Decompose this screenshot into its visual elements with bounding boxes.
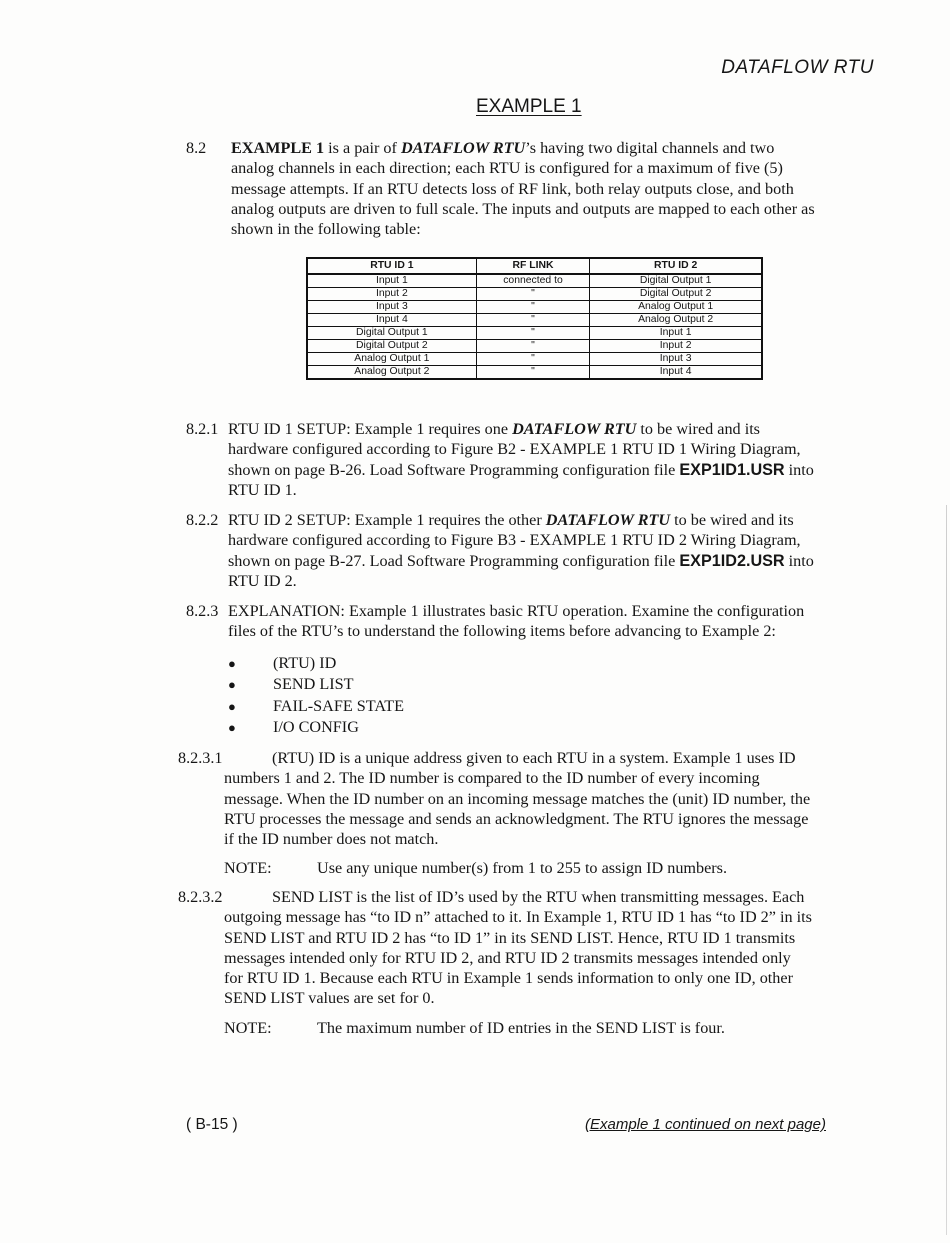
example-title: EXAMPLE 1 — [476, 96, 582, 117]
continued-note: (Example 1 continued on next page) — [585, 1116, 826, 1133]
bullet-dot-icon: ● — [228, 656, 236, 671]
table-cell: Input 2 — [307, 288, 476, 301]
note-text-2: The maximum number of ID entries in the SEND LIST is four. — [317, 1019, 725, 1037]
s82-lead: EXAMPLE 1 — [231, 139, 325, 157]
table-cell: Analog Output 1 — [307, 353, 476, 366]
s821-l1-a: RTU ID 1 SETUP: Example 1 requires one — [228, 420, 513, 438]
note-text-1: Use any unique number(s) from 1 to 255 to assign ID numbers. — [317, 859, 728, 877]
col-header-rf-link: RF LINK — [476, 258, 590, 274]
s82-line1 — [231, 138, 881, 158]
table-cell: " — [476, 340, 590, 353]
scan-edge-line — [946, 505, 947, 1235]
s822-line1 — [228, 510, 878, 530]
running-header: DATAFLOW RTU — [721, 57, 874, 78]
s8232-line2: outgoing message has “to ID n” attached to it. In Example 1, RTU ID 1 has “to ID 2” in its — [224, 908, 812, 927]
page-number: ( B-15 ) — [186, 1116, 238, 1133]
table-cell: Input 1 — [307, 274, 476, 288]
table-cell: " — [476, 353, 590, 366]
bullet-text: (RTU) ID — [273, 654, 337, 672]
table-cell: Digital Output 1 — [590, 274, 762, 288]
s822-l1-b: to be wired and its — [670, 511, 794, 529]
s821-line1 — [228, 419, 878, 439]
note-label-1: NOTE: — [224, 859, 272, 877]
table-cell: Digital Output 1 — [307, 327, 476, 340]
table-cell: " — [476, 327, 590, 340]
s8232-line5: for RTU ID 1. Because each RTU in Example 1 sends information to only one ID, other — [224, 969, 793, 988]
section-number-8-2-1: 8.2.1 — [186, 420, 219, 438]
s821-product: DATAFLOW RTU — [512, 420, 637, 438]
table-row — [307, 327, 762, 340]
s8232-line1: SEND LIST is the list of ID’s used by the RTU when transmitting messages. Each — [272, 888, 805, 906]
s822-config-file: EXP1ID2.USR — [679, 551, 785, 570]
s822-l3-b: into — [784, 551, 814, 570]
section-number-8-2-3-2: 8.2.3.2 — [178, 888, 223, 906]
col-header-rtu-id-2: RTU ID 2 — [590, 258, 762, 274]
s823-line1: EXPLANATION: Example 1 illustrates basic RTU operation. Examine the configuration — [228, 602, 805, 620]
bullet-text: FAIL-SAFE STATE — [273, 696, 405, 715]
s822-line4: RTU ID 2. — [228, 571, 297, 590]
section-number-8-2-3: 8.2.3 — [186, 602, 219, 620]
table-cell: " — [476, 288, 590, 301]
table-row — [307, 274, 762, 288]
section-number-8-2: 8.2 — [186, 139, 207, 157]
section-8-2-3-2-text — [224, 887, 884, 1009]
table-cell: Input 1 — [590, 327, 762, 340]
section-8-2-3-text — [228, 601, 878, 642]
s82-product: DATAFLOW RTU — [400, 139, 526, 157]
s821-line3 — [228, 460, 878, 480]
s8231-line5: if the ID number does not match. — [224, 830, 439, 849]
table-row — [307, 366, 762, 380]
table-cell: Digital Output 2 — [590, 288, 762, 301]
s821-line4: RTU ID 1. — [228, 480, 297, 499]
s8232-line4: messages intended only for RTU ID 2, and RTU ID 2 transmits messages intended only — [224, 948, 791, 967]
table-cell: Input 3 — [590, 353, 762, 366]
s821-line2: hardware configured according to Figure B2 - EXAMPLE 1 RTU ID 1 Wiring Diagram, — [228, 440, 801, 459]
bullet-dot-icon: ● — [228, 677, 236, 693]
s821-l3-a: shown on page B-26. Load Software Programming configuration file — [228, 460, 680, 479]
table-cell: Input 2 — [590, 340, 762, 353]
s822-line3 — [228, 551, 878, 571]
s8232-line3: SEND LIST and RTU ID 2 has “to ID 1” in its SEND LIST. Hence, RTU ID 1 transmits — [224, 928, 796, 947]
s8231-line4: RTU processes the message and sends an acknowledgment. The RTU ignores the message — [224, 809, 809, 828]
s82-line2: analog channels in each direction; each RTU is configured for a maximum of five (5) — [231, 159, 783, 178]
table-cell: Input 4 — [590, 366, 762, 380]
bullet-dot-icon: ● — [228, 719, 236, 735]
table-cell: Analog Output 1 — [590, 301, 762, 314]
s82-line3: message attempts. If an RTU detects loss of RF link, both relay outputs close, and both — [231, 179, 794, 198]
section-8-2-1-text — [228, 419, 878, 500]
s821-l1-b: to be wired and its — [636, 420, 760, 438]
section-8-2-2-text — [228, 510, 878, 591]
table-cell: Input 4 — [307, 314, 476, 327]
col-header-rtu-id-1: RTU ID 1 — [307, 258, 476, 274]
table-cell: Input 3 — [307, 301, 476, 314]
table-row — [307, 314, 762, 327]
s8231-line3: message. When the ID number on an incoming message matches the (unit) ID number, the — [224, 789, 811, 808]
table-row — [307, 340, 762, 353]
table-row — [307, 288, 762, 301]
s82-line4: analog outputs are driven to full scale. The inputs and outputs are mapped to each other as — [231, 199, 815, 218]
s822-product: DATAFLOW RTU — [545, 511, 671, 529]
s822-l1-a: RTU ID 2 SETUP: Example 1 requires the other — [228, 511, 546, 529]
s8231-line1: (RTU) ID is a unique address given to each RTU in a system. Example 1 uses ID — [272, 749, 796, 767]
bullet-dot-icon: ● — [228, 698, 236, 714]
s823-line2: files of the RTU’s to understand the following items before advancing to Example 2: — [228, 622, 776, 641]
section-8-2-3-1-text — [224, 748, 884, 849]
section-number-8-2-2: 8.2.2 — [186, 511, 219, 529]
io-mapping-table — [306, 257, 763, 380]
bullet-text: SEND LIST — [273, 675, 354, 694]
table-cell: Digital Output 2 — [307, 340, 476, 353]
s82-l1-b: ’s having two digital channels and two — [525, 139, 775, 157]
s821-config-file: EXP1ID1.USR — [679, 460, 785, 479]
table-row — [307, 301, 762, 314]
table-cell: " — [476, 366, 590, 380]
s822-line2: hardware configured according to Figure B3 - EXAMPLE 1 RTU ID 2 Wiring Diagram, — [228, 531, 801, 550]
table-row — [307, 353, 762, 366]
bullet-text: I/O CONFIG — [273, 717, 359, 736]
s8232-line6: SEND LIST values are set for 0. — [224, 989, 435, 1008]
s821-l3-b: into — [784, 460, 814, 479]
s822-l3-a: shown on page B-27. Load Software Programming configuration file — [228, 551, 680, 570]
s82-line5: shown in the following table: — [231, 220, 421, 239]
table-cell: Analog Output 2 — [590, 314, 762, 327]
note-label-2: NOTE: — [224, 1019, 272, 1037]
section-8-2-text — [231, 138, 881, 239]
section-number-8-2-3-1: 8.2.3.1 — [178, 749, 223, 767]
table-cell: connected to — [476, 274, 590, 288]
table-cell: Analog Output 2 — [307, 366, 476, 380]
s8231-line2: numbers 1 and 2. The ID number is compared to the ID number of every incoming — [224, 769, 760, 788]
table-cell: " — [476, 314, 590, 327]
table-header-row — [307, 258, 762, 274]
table-cell: " — [476, 301, 590, 314]
s82-l1-a: is a pair of — [324, 139, 401, 157]
